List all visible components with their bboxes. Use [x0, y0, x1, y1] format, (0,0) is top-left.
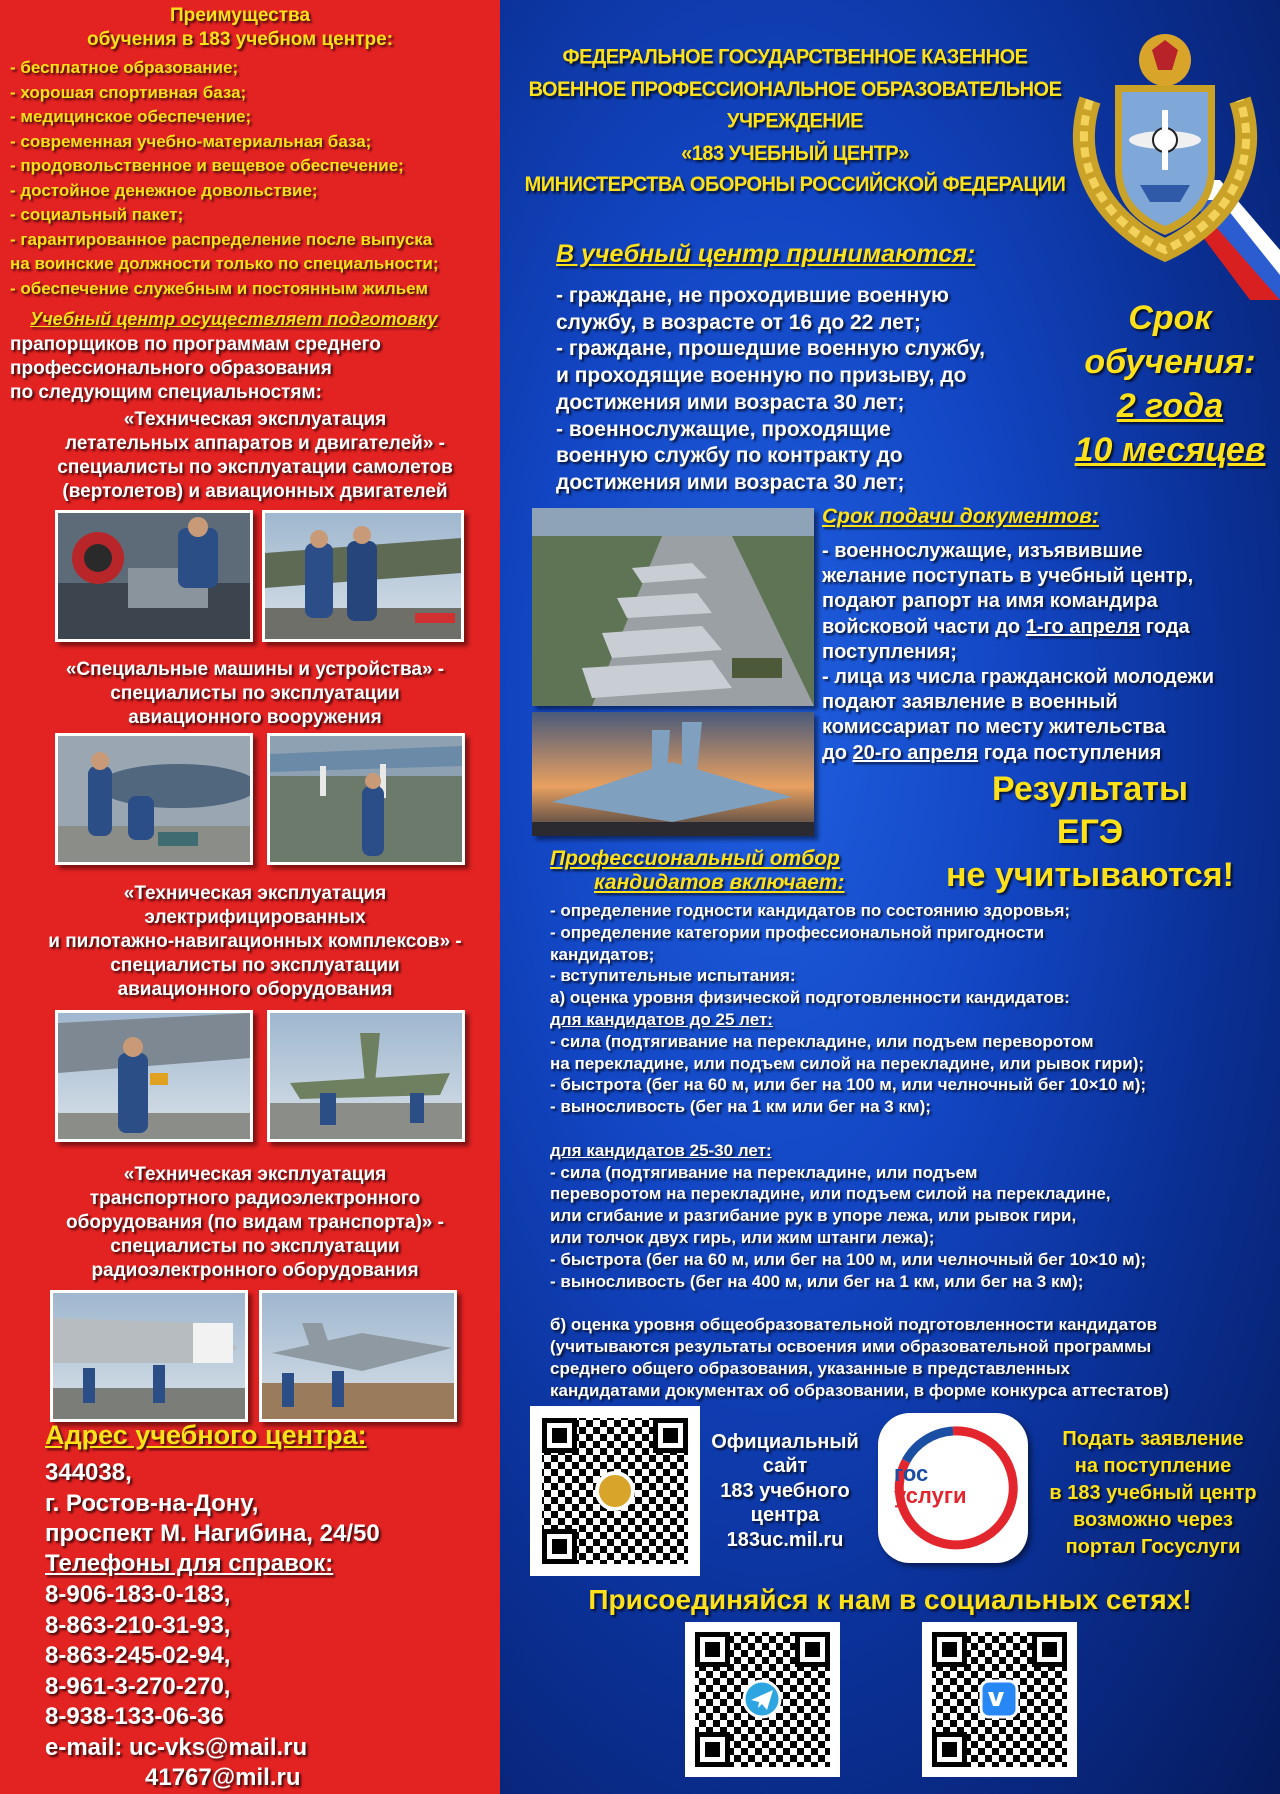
qr-code-vk[interactable]: [922, 1622, 1077, 1777]
specialty-4-text: «Техническая эксплуатация транспортного радиоэлектронного оборудования (по видам транспорта)» - специалисты по эксплуатации радиоэлектронного оборудования: [66, 1164, 444, 1281]
photo-attack-aircraft: [267, 1010, 465, 1142]
training-heading: Учебный центр осуществляет подготовку: [30, 309, 438, 329]
advantage-item: - продовольственное и вещевое обеспечение;: [10, 156, 404, 175]
photo-pilots-checklist: [262, 510, 464, 642]
photo-radar-nose: [50, 1290, 248, 1422]
phone-2[interactable]: 8-863-210-31-93,: [45, 1611, 231, 1639]
phone-1[interactable]: 8-906-183-0-183,: [45, 1581, 231, 1608]
phones-list: [45, 1580, 230, 1733]
phones-heading: Телефоны для справок:: [45, 1550, 334, 1577]
advantages-title: Преимущества обучения в 183 учебном центре:: [86, 5, 394, 50]
phone-4[interactable]: 8-961-3-270-270,: [45, 1672, 231, 1700]
advantage-item: - бесплатное образование;: [10, 58, 239, 77]
admission-list: - граждане, не проходившие военную службу, в возрасте от 16 до 22 лет; - граждане, прошедшие военную службу, и проходящие военную по призыву, до достижения ими возраста 30 лет; - военнослужащие, проходящие военную службу по контракту до достижения ими возраста 30 лет;: [556, 284, 985, 494]
specialty-1-text: «Техническая эксплуатация летательных аппаратов и двигателей» - специалисты по эксплуатации самолетов (вертолетов) и авиационных двигателей: [57, 409, 453, 502]
ege-notice: Результаты ЕГЭ не учитываются!: [946, 770, 1234, 894]
advantage-item: - гарантированное распределение после выпуска: [10, 229, 433, 249]
gosuslugi-logo[interactable]: гос услуги: [878, 1413, 1028, 1563]
photo-helicopter-armament: [55, 733, 253, 865]
photo-airfield-lineup: [532, 508, 814, 706]
qr-code-telegram[interactable]: [685, 1622, 840, 1777]
email-1[interactable]: e-mail: uc-vks@mail.ru: [45, 1734, 308, 1761]
deadline-heading: Срок подачи документов:: [822, 505, 1099, 528]
emblem-logo: [1060, 10, 1270, 265]
advantage-item: - социальный пакет;: [10, 205, 184, 224]
institution-header: ФЕДЕРАЛЬНОЕ ГОСУДАРСТВЕННОЕ КАЗЕННОЕ ВОЕННОЕ ПРОФЕССИОНАЛЬНОЕ ОБРАЗОВАТЕЛЬНОЕ УЧРЕЖДЕНИЕ «183 УЧЕБНЫЙ ЦЕНТР» МИНИСТЕРСТВА ОБОРОНЫ РОССИЙСКОЙ ФЕДЕРАЦИИ: [524, 45, 1066, 197]
advantage-item: - медицинское обеспечение;: [10, 107, 252, 126]
photo-missile-inspection: [267, 733, 465, 865]
admission-heading: В учебный центр принимаются:: [556, 240, 976, 268]
official-site-text: Официальный сайт 183 учебного центра 183uc.mil.ru: [705, 1430, 865, 1552]
photo-engine-maintenance: [55, 510, 253, 642]
advantage-item: - обеспечение служебным и постоянным жильем: [10, 278, 428, 298]
right-panel: [500, 0, 1280, 1794]
specialty-3-text: «Техническая эксплуатация электрифицированных и пилотажно-навигационных комплексов» - специалисты по эксплуатации авиационного оборудования: [48, 883, 462, 1000]
phone-3[interactable]: 8-863-245-02-94,: [45, 1642, 231, 1669]
address-block: 344038, г. Ростов-на-Дону, проспект М. Нагибина, 24/50: [45, 1459, 380, 1547]
address-heading: Адрес учебного центра:: [45, 1420, 367, 1450]
email-2[interactable]: 41767@mil.ru: [145, 1764, 301, 1791]
photo-fighter-sunset: [532, 712, 814, 836]
social-heading: Присоединяйся к нам в социальных сетях!: [588, 1584, 1192, 1615]
training-intro: прапорщиков по программам среднего профессионального образования по следующим специальностям:: [10, 334, 381, 403]
photo-avionics-technician: [55, 1010, 253, 1142]
left-panel: [0, 0, 500, 1794]
site-url[interactable]: 183uc.mil.ru: [726, 1528, 844, 1551]
deadline-text: - военнослужащие, изъявившие желание поступать в учебный центр, подают рапорт на имя командира войсковой части до 1-го апреля года поступления; - лица из числа гражданской молодежи подают заявление в военный комиссариат по месту жительства до 20-го апреля года поступления: [822, 540, 1215, 764]
advantages-list: [10, 56, 500, 301]
advantage-item: - достойное денежное довольствие;: [10, 180, 318, 200]
advantage-item: - хорошая спортивная база;: [10, 82, 247, 102]
selection-heading: Профессиональный отбор кандидатов включает:: [550, 847, 845, 894]
selection-text: - определение годности кандидатов по состоянию здоровья; - определение категории профессиональной пригодности кандидатов; - вступительные испытания: а) оценка уровня физической подготовленности кандидатов: для кандидатов до 25 лет: - сила (подтягивание на перекладине, или подъем переворотом на перекладине, или подъем силой на перекладине, или рывок гири); - быстрота (бег на 60 м, или бег на 100 м, или челночный бег 10×10 м); - выносливость (бег на 1 км или бег на 3 км); для кандидатов 25-30 лет: - сила (подтягивание на перекладине, или подъем переворотом на перекладине, или подъем силой на перекладине, или сгибание и разгибание рук в упоре лежа, или рывок гири, или толчок двух гирь, или жим штанги лежа); - быстрота (бег на 60 м, или бег на 100 м, или челночный бег 10×10 м); - выносливость (бег на 400 м, или бег на 1 км, или бег на 3 км); б) оценка уровня общеобразовательной подготовленности кандидатов (учитываются результаты освоения ими образовательной программы среднего общего образования, указанные в представленных кандидатами документах об образовании, в форме конкурса аттестатов): [550, 901, 1169, 1400]
phone-5[interactable]: 8-938-133-06-36: [45, 1703, 224, 1730]
advantage-item: на воинские должности только по специальности;: [10, 254, 439, 273]
specialty-2-text: «Специальные машины и устройства» - специалисты по эксплуатации авиационного вооружения: [65, 659, 445, 728]
gosuslugi-text: Подать заявление на поступление в 183 учебный центр возможно через портал Госуслуги: [1049, 1428, 1257, 1558]
qr-code-website[interactable]: [530, 1406, 700, 1576]
study-term: Срок обучения: 2 года 10 месяцев: [1074, 299, 1266, 469]
photo-fighter-maintenance: [259, 1290, 457, 1422]
advantage-item: - современная учебно-материальная база;: [10, 131, 372, 151]
